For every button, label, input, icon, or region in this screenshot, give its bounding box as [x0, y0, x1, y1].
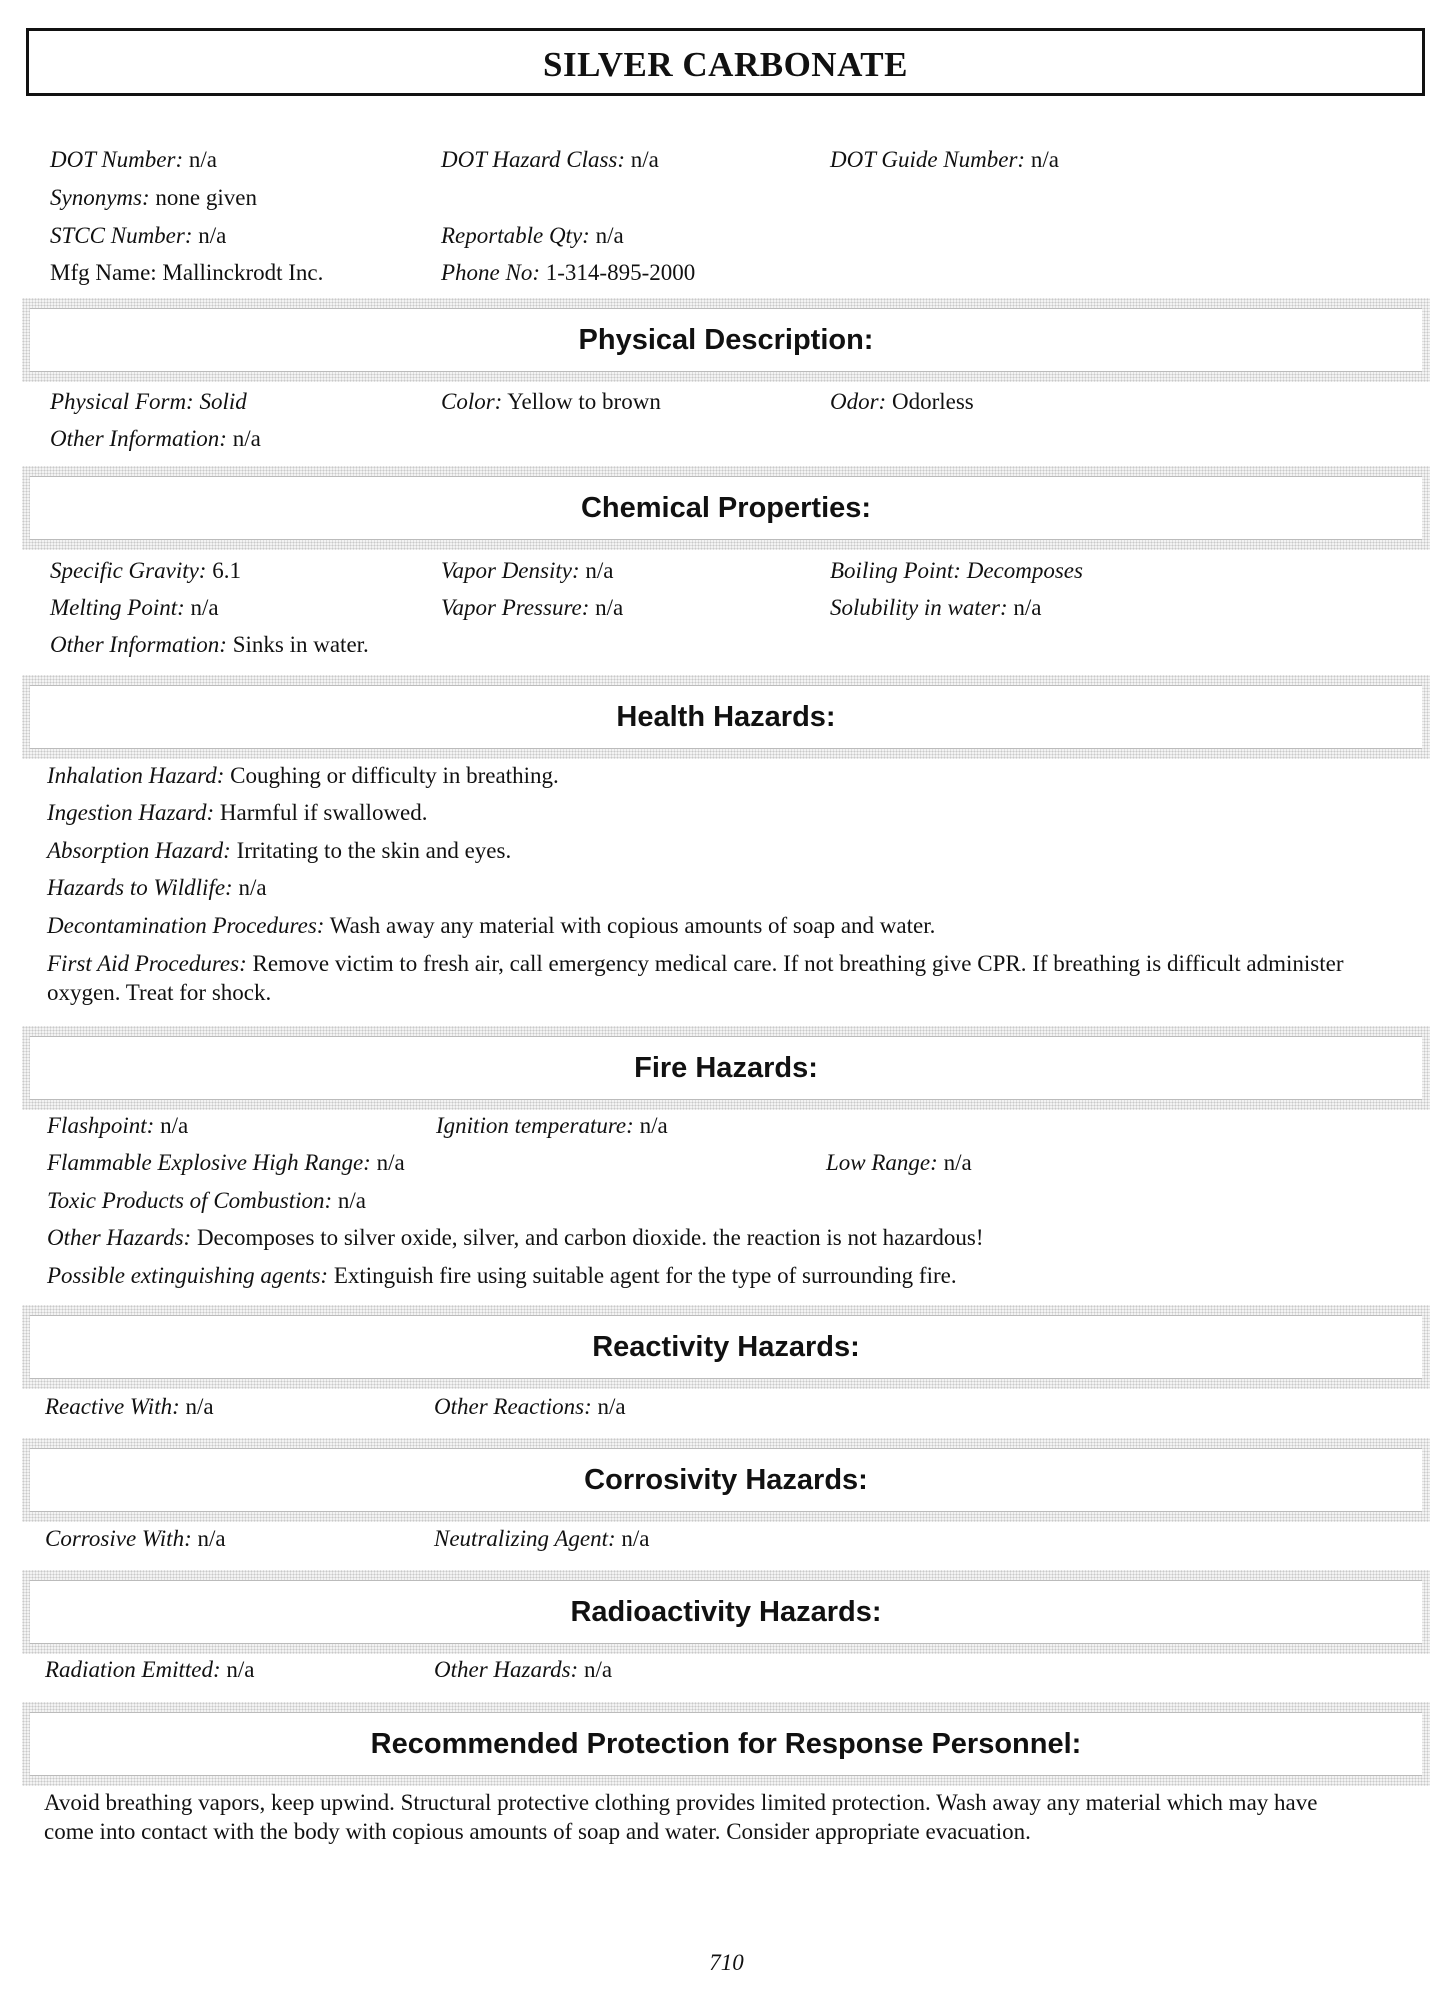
physical-form-field [50, 388, 247, 416]
field-label: Inhalation Hazard: [47, 763, 225, 788]
field-value: Sinks in water. [232, 632, 369, 657]
synonyms-field [50, 184, 257, 212]
field-value: n/a [597, 1394, 626, 1419]
field-value: n/a [197, 1526, 226, 1551]
radioactivity-hazards-band [22, 1570, 1430, 1654]
section-heading: Corrosivity Hazards: [584, 1463, 868, 1496]
field-value: Yellow to brown [507, 389, 661, 414]
melting-point-field [50, 594, 219, 622]
field-label: Color: [441, 389, 503, 414]
odor-field [830, 388, 974, 416]
dot-number-field [50, 146, 217, 174]
field-value: n/a [583, 1657, 613, 1682]
field-value: n/a [190, 595, 219, 620]
field-value: Decomposes to silver oxide, silver, and carbon dioxide. the reaction is not hazardous! [196, 1225, 984, 1250]
field-value: n/a [188, 147, 217, 172]
field-value: none given [155, 185, 257, 210]
field-value: n/a [595, 223, 624, 248]
section-heading: Fire Hazards: [634, 1051, 818, 1084]
field-label: Phone No: [441, 260, 541, 285]
field-label: Absorption Hazard: [47, 838, 231, 863]
field-value: 6.1 [212, 558, 241, 583]
field-value: n/a [232, 426, 261, 451]
color-field [441, 388, 661, 416]
field-label: Other Information: [50, 632, 227, 657]
page-title: SILVER CARBONATE [543, 45, 908, 84]
field-value: Extinguish fire using suitable agent for the type of surrounding fire. [333, 1263, 957, 1288]
health-hazards-band [22, 675, 1430, 759]
field-value: n/a [630, 147, 659, 172]
field-value: n/a [639, 1113, 668, 1138]
field-value: Solid [199, 389, 247, 414]
field-label: Mfg Name: [50, 260, 157, 285]
field-value: Remove victim to fresh air, call emergency medical care. If not breathing give CPR. If breathing is difficult administer oxygen. Treat for shock. [47, 951, 1344, 1005]
field-label: Possible extinguishing agents: [47, 1263, 329, 1288]
vapor-density-field [441, 557, 613, 585]
field-value: Coughing or difficulty in breathing. [230, 763, 559, 788]
page-number: 710 [709, 1950, 744, 1975]
other-reactions-field [434, 1393, 626, 1421]
vapor-pressure-field [441, 594, 623, 622]
field-label: Neutralizing Agent: [434, 1526, 616, 1551]
field-label: STCC Number: [50, 223, 193, 248]
chemical-properties-band [22, 466, 1430, 550]
mfg-name-field [50, 259, 323, 287]
first-aid-field [47, 949, 1412, 1007]
field-label: Melting Point: [50, 595, 185, 620]
field-label: Reportable Qty: [441, 223, 590, 248]
reactive-with-field [45, 1393, 214, 1421]
field-value: n/a [185, 1394, 214, 1419]
physical-description-band [22, 298, 1430, 382]
field-value: n/a [337, 1188, 367, 1213]
field-value: n/a [1030, 147, 1059, 172]
recommended-protection-band [22, 1702, 1430, 1786]
field-value: n/a [1013, 595, 1042, 620]
ingestion-hazard-field [47, 799, 428, 827]
field-value: Harmful if swallowed. [219, 800, 428, 825]
corrosivity-hazards-band [22, 1438, 1430, 1522]
toxic-products-field [47, 1187, 366, 1215]
wildlife-hazard-field [47, 874, 267, 902]
field-label: DOT Hazard Class: [441, 147, 626, 172]
reactivity-hazards-band [22, 1305, 1430, 1389]
fire-other-hazards-field [47, 1224, 984, 1252]
title-box [26, 28, 1425, 96]
radiation-emitted-field [45, 1656, 255, 1684]
decontamination-field [47, 912, 935, 940]
fire-hazards-band [22, 1026, 1430, 1110]
neutralizing-agent-field [434, 1525, 650, 1553]
specific-gravity-field [50, 557, 241, 585]
field-value: n/a [943, 1150, 972, 1175]
field-label: Flammable Explosive High Range: [47, 1150, 371, 1175]
field-label: Other Information: [50, 426, 227, 451]
field-value: Wash away any material with copious amounts of soap and water. [329, 913, 936, 938]
high-range-field [47, 1149, 405, 1177]
reportable-qty-field [441, 222, 624, 250]
field-label: Vapor Pressure: [441, 595, 590, 620]
field-value: n/a [595, 595, 624, 620]
field-label: Toxic Products of Combustion: [47, 1188, 333, 1213]
field-label: Ignition temperature: [436, 1113, 634, 1138]
field-value: 1-314-895-2000 [545, 260, 696, 285]
field-value: Odorless [891, 389, 974, 414]
field-label: Solubility in water: [830, 595, 1008, 620]
field-label: Physical Form: [50, 389, 194, 414]
field-label: Ingestion Hazard: [47, 800, 215, 825]
field-label: Reactive With: [45, 1394, 180, 1419]
chemical-other-field [50, 631, 369, 659]
flashpoint-field [47, 1112, 188, 1140]
field-label: Low Range: [826, 1150, 938, 1175]
field-label: Hazards to Wildlife: [47, 875, 233, 900]
field-value: n/a [226, 1657, 255, 1682]
section-heading: Radioactivity Hazards: [570, 1595, 882, 1628]
field-label: Odor: [830, 389, 887, 414]
field-value: Decomposes [966, 558, 1083, 583]
field-label: Flashpoint: [47, 1113, 155, 1138]
field-value: n/a [376, 1150, 405, 1175]
solubility-field [830, 594, 1041, 622]
field-label: Other Hazards: [434, 1657, 579, 1682]
field-label: Decontamination Procedures: [47, 913, 325, 938]
field-value: Mallinckrodt Inc. [162, 260, 324, 285]
field-label: Radiation Emitted: [45, 1657, 221, 1682]
boiling-point-field [830, 557, 1083, 585]
inhalation-hazard-field [47, 762, 559, 790]
field-value: n/a [238, 875, 267, 900]
protection-text: Avoid breathing vapors, keep upwind. Structural protective clothing provides limited protection. Wash away any material which may have come into contact with the body with copious amounts of soap and water. Consider appropriate evacuation. [44, 1790, 1318, 1844]
field-label: DOT Number: [50, 147, 184, 172]
field-value: n/a [198, 223, 227, 248]
corrosive-with-field [45, 1525, 226, 1553]
field-label: DOT Guide Number: [830, 147, 1026, 172]
absorption-hazard-field [47, 837, 511, 865]
section-heading: Reactivity Hazards: [592, 1330, 860, 1363]
field-label: Synonyms: [50, 185, 150, 210]
field-label: First Aid Procedures: [47, 951, 247, 976]
field-label: Vapor Density: [441, 558, 580, 583]
low-range-field [826, 1149, 972, 1177]
section-heading: Health Hazards: [616, 700, 836, 733]
field-label: Other Hazards: [47, 1225, 192, 1250]
field-value: Irritating to the skin and eyes. [236, 838, 512, 863]
physical-other-field [50, 425, 261, 453]
field-label: Specific Gravity: [50, 558, 207, 583]
dot-hazard-class-field [441, 146, 659, 174]
ignition-temperature-field [436, 1112, 668, 1140]
field-label: Corrosive With: [45, 1526, 192, 1551]
radiation-other-hazards-field [434, 1656, 612, 1684]
phone-field [441, 259, 695, 287]
dot-guide-number-field [830, 146, 1059, 174]
section-heading: Chemical Properties: [580, 491, 872, 524]
field-label: Boiling Point: [830, 558, 961, 583]
section-heading: Physical Description: [578, 323, 874, 356]
section-heading: Recommended Protection for Response Personnel: [370, 1727, 1082, 1760]
field-label: Other Reactions: [434, 1394, 592, 1419]
field-value: n/a [160, 1113, 189, 1138]
field-value: n/a [621, 1526, 650, 1551]
field-value: n/a [585, 558, 614, 583]
extinguishing-agents-field [47, 1262, 957, 1290]
stcc-number-field [50, 222, 226, 250]
